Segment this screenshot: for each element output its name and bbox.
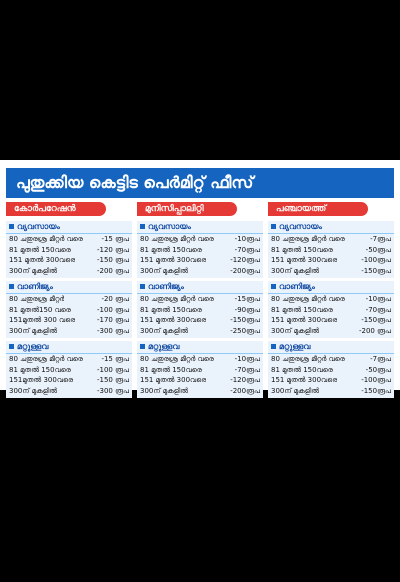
fee-row — [268, 266, 394, 277]
fee-row-value: -150 രൂപ — [96, 256, 129, 264]
fee-row — [137, 255, 263, 266]
section-title-text: മറ്റുള്ളവ — [17, 342, 49, 351]
fee-row-label: 151 മുതൽ 300വരെ — [271, 316, 338, 324]
fee-row-label: 80 ചതുരശ്ര മീറ്റർ വരെ — [271, 355, 345, 363]
section-title — [137, 281, 263, 294]
fee-row-label: 151 മുതൽ 300വരെ — [271, 256, 338, 264]
section-title — [268, 221, 394, 234]
column-heading: മുനിസിപ്പാലിറ്റി — [137, 202, 237, 216]
fee-row-label: 80 ചതുരശ്ര മീറ്റർ വരെ — [9, 235, 83, 243]
fee-row-value: -10രൂപ — [365, 295, 391, 303]
fee-row-value: -50രൂപ — [365, 245, 391, 254]
fee-row-value: -170 രൂപ — [96, 316, 129, 324]
fee-row-value: -15രൂപ — [234, 295, 260, 303]
fee-row — [137, 266, 263, 277]
fee-row-value: -70രൂപ — [234, 365, 260, 374]
fee-row — [6, 255, 132, 266]
fee-row-label: 81 മുതൽ 150വരെ — [140, 245, 202, 254]
fee-row-label: 300ന് മുകളിൽ — [140, 266, 189, 275]
fee-row — [137, 245, 263, 256]
bullet-square-icon — [9, 344, 14, 349]
column-heading: കോർപറേഷൻ — [6, 202, 106, 216]
fee-section — [137, 341, 263, 398]
fee-row — [137, 305, 263, 316]
fee-row — [268, 386, 394, 397]
fee-row — [137, 234, 263, 245]
fee-column — [137, 202, 263, 401]
fee-row-value: -70രൂപ — [234, 245, 260, 254]
page-title: പുതുക്കിയ കെട്ടിട പെർമിറ്റ് ഫീസ് — [6, 168, 394, 198]
fee-row — [268, 375, 394, 386]
bullet-square-icon — [271, 224, 276, 229]
fee-row — [6, 234, 132, 245]
column-heading: പഞ്ചായത്ത് — [268, 202, 368, 216]
fee-row-value: -90രൂപ — [234, 305, 260, 314]
fee-row — [6, 294, 132, 305]
fee-row-value: -100രൂപ — [361, 256, 391, 264]
fee-row — [6, 375, 132, 386]
fee-row — [268, 365, 394, 376]
fee-row-label: 81 മുതൽ 150വരെ — [271, 245, 333, 254]
fee-row — [137, 294, 263, 305]
fee-row-label: 80 ചതുരശ്ര മീറ്റർ വരെ — [271, 295, 345, 303]
fee-row — [137, 326, 263, 337]
fee-row-value: -250രൂപ — [230, 326, 260, 335]
fee-row-label: 300ന് മുകളിൽ — [140, 386, 189, 395]
fee-row-label: 80 ചതുരശ്ര മീറ്റർ വരെ — [140, 235, 214, 243]
fee-row-value: -10രൂപ — [234, 355, 260, 363]
fee-row-label: 80 ചതുരശ്ര മീറ്റർ വരെ — [271, 235, 345, 243]
fee-row-label: 81 മുതൽ 150വരെ — [271, 305, 333, 314]
section-title-text: വ്യവസായം — [148, 222, 191, 231]
fee-row-value: -15 രൂപ — [101, 355, 129, 363]
section-title-text: വ്യവസായം — [17, 222, 60, 231]
fee-row-value: -150 രൂപ — [96, 376, 129, 384]
fee-row-value: -120രൂപ — [230, 376, 260, 384]
fee-row-label: 300ന് മുകളിൽ — [271, 266, 320, 275]
section-title — [268, 281, 394, 294]
section-title — [6, 341, 132, 354]
fee-section — [268, 341, 394, 398]
fee-row-value: -70രൂപ — [365, 305, 391, 314]
fee-row-value: -10രൂപ — [234, 235, 260, 243]
fee-row-label: 300ന് മുകളിൽ — [9, 386, 58, 395]
fee-row — [6, 245, 132, 256]
fee-row-value: -150രൂപ — [361, 316, 391, 324]
fee-row-label: 80 ചതുരശ്ര മീറ്റർ വരെ — [140, 355, 214, 363]
section-title — [6, 221, 132, 234]
bullet-square-icon — [140, 344, 145, 349]
fee-row-value: -50രൂപ — [365, 365, 391, 374]
fee-row-label: 80 ചതുരശ്ര മീറ്റർ വരെ — [9, 355, 83, 363]
fee-row-label: 81 മുതൽ 150വരെ — [9, 365, 71, 374]
fee-row — [6, 386, 132, 397]
section-title-text: മറ്റുള്ളവ — [279, 342, 311, 351]
fee-section — [6, 281, 132, 338]
fee-row — [6, 326, 132, 337]
fee-row-label: 151 മുതൽ 300വരെ — [140, 316, 207, 324]
fee-row-label: 81 മുതൽ 150വരെ — [140, 365, 202, 374]
fee-row-value: -15 രൂപ — [101, 235, 129, 243]
permit-fee-card — [0, 160, 400, 395]
fee-row — [268, 245, 394, 256]
fee-row-label: 81 മുതൽ 150വരെ — [271, 365, 333, 374]
section-title — [6, 281, 132, 294]
fee-row-label: 300ന് മുകളിൽ — [9, 326, 58, 335]
fee-row — [6, 315, 132, 326]
fee-row — [6, 305, 132, 316]
fee-row — [268, 315, 394, 326]
fee-row-value: -150രൂപ — [361, 386, 391, 395]
fee-column — [6, 202, 132, 401]
fee-row-value: -300 രൂപ — [96, 326, 129, 335]
fee-column — [268, 202, 394, 401]
section-title-text: വാണിജ്യം — [279, 282, 315, 291]
fee-row-label: 80 ചതുരശ്ര മീറ്റർ വരെ — [140, 295, 214, 303]
bullet-square-icon — [271, 344, 276, 349]
fee-section — [6, 341, 132, 398]
fee-row-value: -200രൂപ — [230, 266, 260, 275]
fee-row-value: -150രൂപ — [361, 266, 391, 275]
fee-row-label: 151 മുതൽ 300വരെ — [140, 256, 207, 264]
fee-row-value: -7രൂപ — [370, 355, 391, 363]
fee-section — [137, 221, 263, 278]
fee-row-value: -200 രൂപ — [358, 326, 391, 335]
bullet-square-icon — [9, 284, 14, 289]
fee-row-label: 151 മുതൽ 300വരെ — [9, 256, 76, 264]
fee-row-value: -200രൂപ — [230, 386, 260, 395]
fee-row — [6, 365, 132, 376]
fee-row — [268, 354, 394, 365]
fee-section — [268, 221, 394, 278]
fee-row — [137, 315, 263, 326]
fee-row-value: -100 രൂപ — [96, 365, 129, 374]
fee-row-label: 81 മുതൽ 150വരെ — [9, 245, 71, 254]
fee-row-label: 151 മുതൽ 300വരെ — [140, 376, 207, 384]
section-title — [137, 341, 263, 354]
fee-row-label: 151 മുതൽ 300വരെ — [271, 376, 338, 384]
fee-row — [137, 365, 263, 376]
fee-row — [137, 375, 263, 386]
fee-row-value: -120രൂപ — [230, 256, 260, 264]
fee-row — [137, 354, 263, 365]
section-title — [137, 221, 263, 234]
fee-row-value: -100 രൂപ — [96, 305, 129, 314]
fee-row-label: 151മുതൽ 300വരെ — [9, 376, 73, 384]
fee-row — [268, 255, 394, 266]
fee-row-value: -100രൂപ — [361, 376, 391, 384]
fee-row — [268, 234, 394, 245]
fee-row-label: 80 ചതുരശ്ര മീറ്റർ — [9, 295, 65, 303]
fee-row — [268, 305, 394, 316]
fee-section — [137, 281, 263, 338]
fee-row-value: -7രൂപ — [370, 235, 391, 243]
bullet-square-icon — [271, 284, 276, 289]
fee-row-value: -150രൂപ — [230, 316, 260, 324]
fee-row — [137, 386, 263, 397]
fee-row — [268, 294, 394, 305]
fee-section — [6, 221, 132, 278]
fee-row-label: 300ന് മുകളിൽ — [271, 326, 320, 335]
section-title-text: വ്യവസായം — [279, 222, 322, 231]
fee-row-label: 300ന് മുകളിൽ — [140, 326, 189, 335]
bullet-square-icon — [9, 224, 14, 229]
fee-row — [6, 354, 132, 365]
section-title — [268, 341, 394, 354]
fee-row — [6, 266, 132, 277]
section-title-text: വാണിജ്യം — [17, 282, 53, 291]
fee-row-value: -120 രൂപ — [96, 245, 129, 254]
fee-row-label: 81 മുതൽ150 വരെ — [9, 305, 71, 314]
bullet-square-icon — [140, 284, 145, 289]
fee-row-label: 300ന് മുകളിൽ — [9, 266, 58, 275]
fee-row — [268, 326, 394, 337]
fee-row-label: 300ന് മുകളിൽ — [271, 386, 320, 395]
fee-row-value: -300 രൂപ — [96, 386, 129, 395]
fee-row-label: 81 മുതൽ 150വരെ — [140, 305, 202, 314]
fee-section — [268, 281, 394, 338]
fee-row-value: -200 രൂപ — [96, 266, 129, 275]
bullet-square-icon — [140, 224, 145, 229]
fee-row-label: 151മുതൽ 300 വരെ — [9, 316, 76, 324]
section-title-text: മറ്റുള്ളവ — [148, 342, 180, 351]
fee-row-value: -20 രൂപ — [101, 295, 129, 303]
section-title-text: വാണിജ്യം — [148, 282, 184, 291]
